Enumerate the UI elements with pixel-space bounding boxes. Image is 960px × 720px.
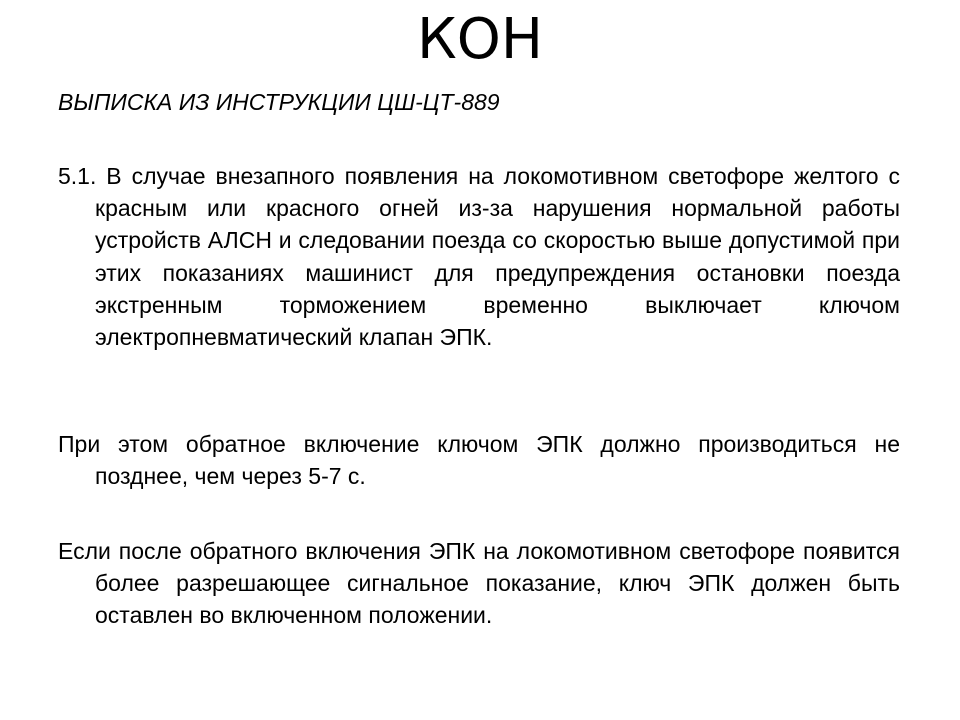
slide-subtitle: ВЫПИСКА ИЗ ИНСТРУКЦИИ ЦШ-ЦТ-889: [58, 89, 500, 115]
paragraph-reenable: При этом обратное включение ключом ЭПК должно производиться не позднее, чем через 5-7 с.: [58, 431, 900, 490]
slide-title: КОН: [417, 7, 543, 72]
paragraph-5-1: 5.1. В случае внезапного появления на локомотивном светофоре желтого с красным или красного огней из-за нарушения нормальной работы устройств АЛСН и следовании поезда со скоростью выше допустимой при этих показаниях машинист для предупреждения остановки поезда экстренным торможением временно выключает ключом электропневматический клапан ЭПК.: [58, 163, 900, 351]
paragraph-keep-enabled: Если после обратного включения ЭПК на локомотивном светофоре появится более разрешающее сигнальное показание, ключ ЭПК должен быть оставлен во включенном положении.: [58, 538, 900, 629]
